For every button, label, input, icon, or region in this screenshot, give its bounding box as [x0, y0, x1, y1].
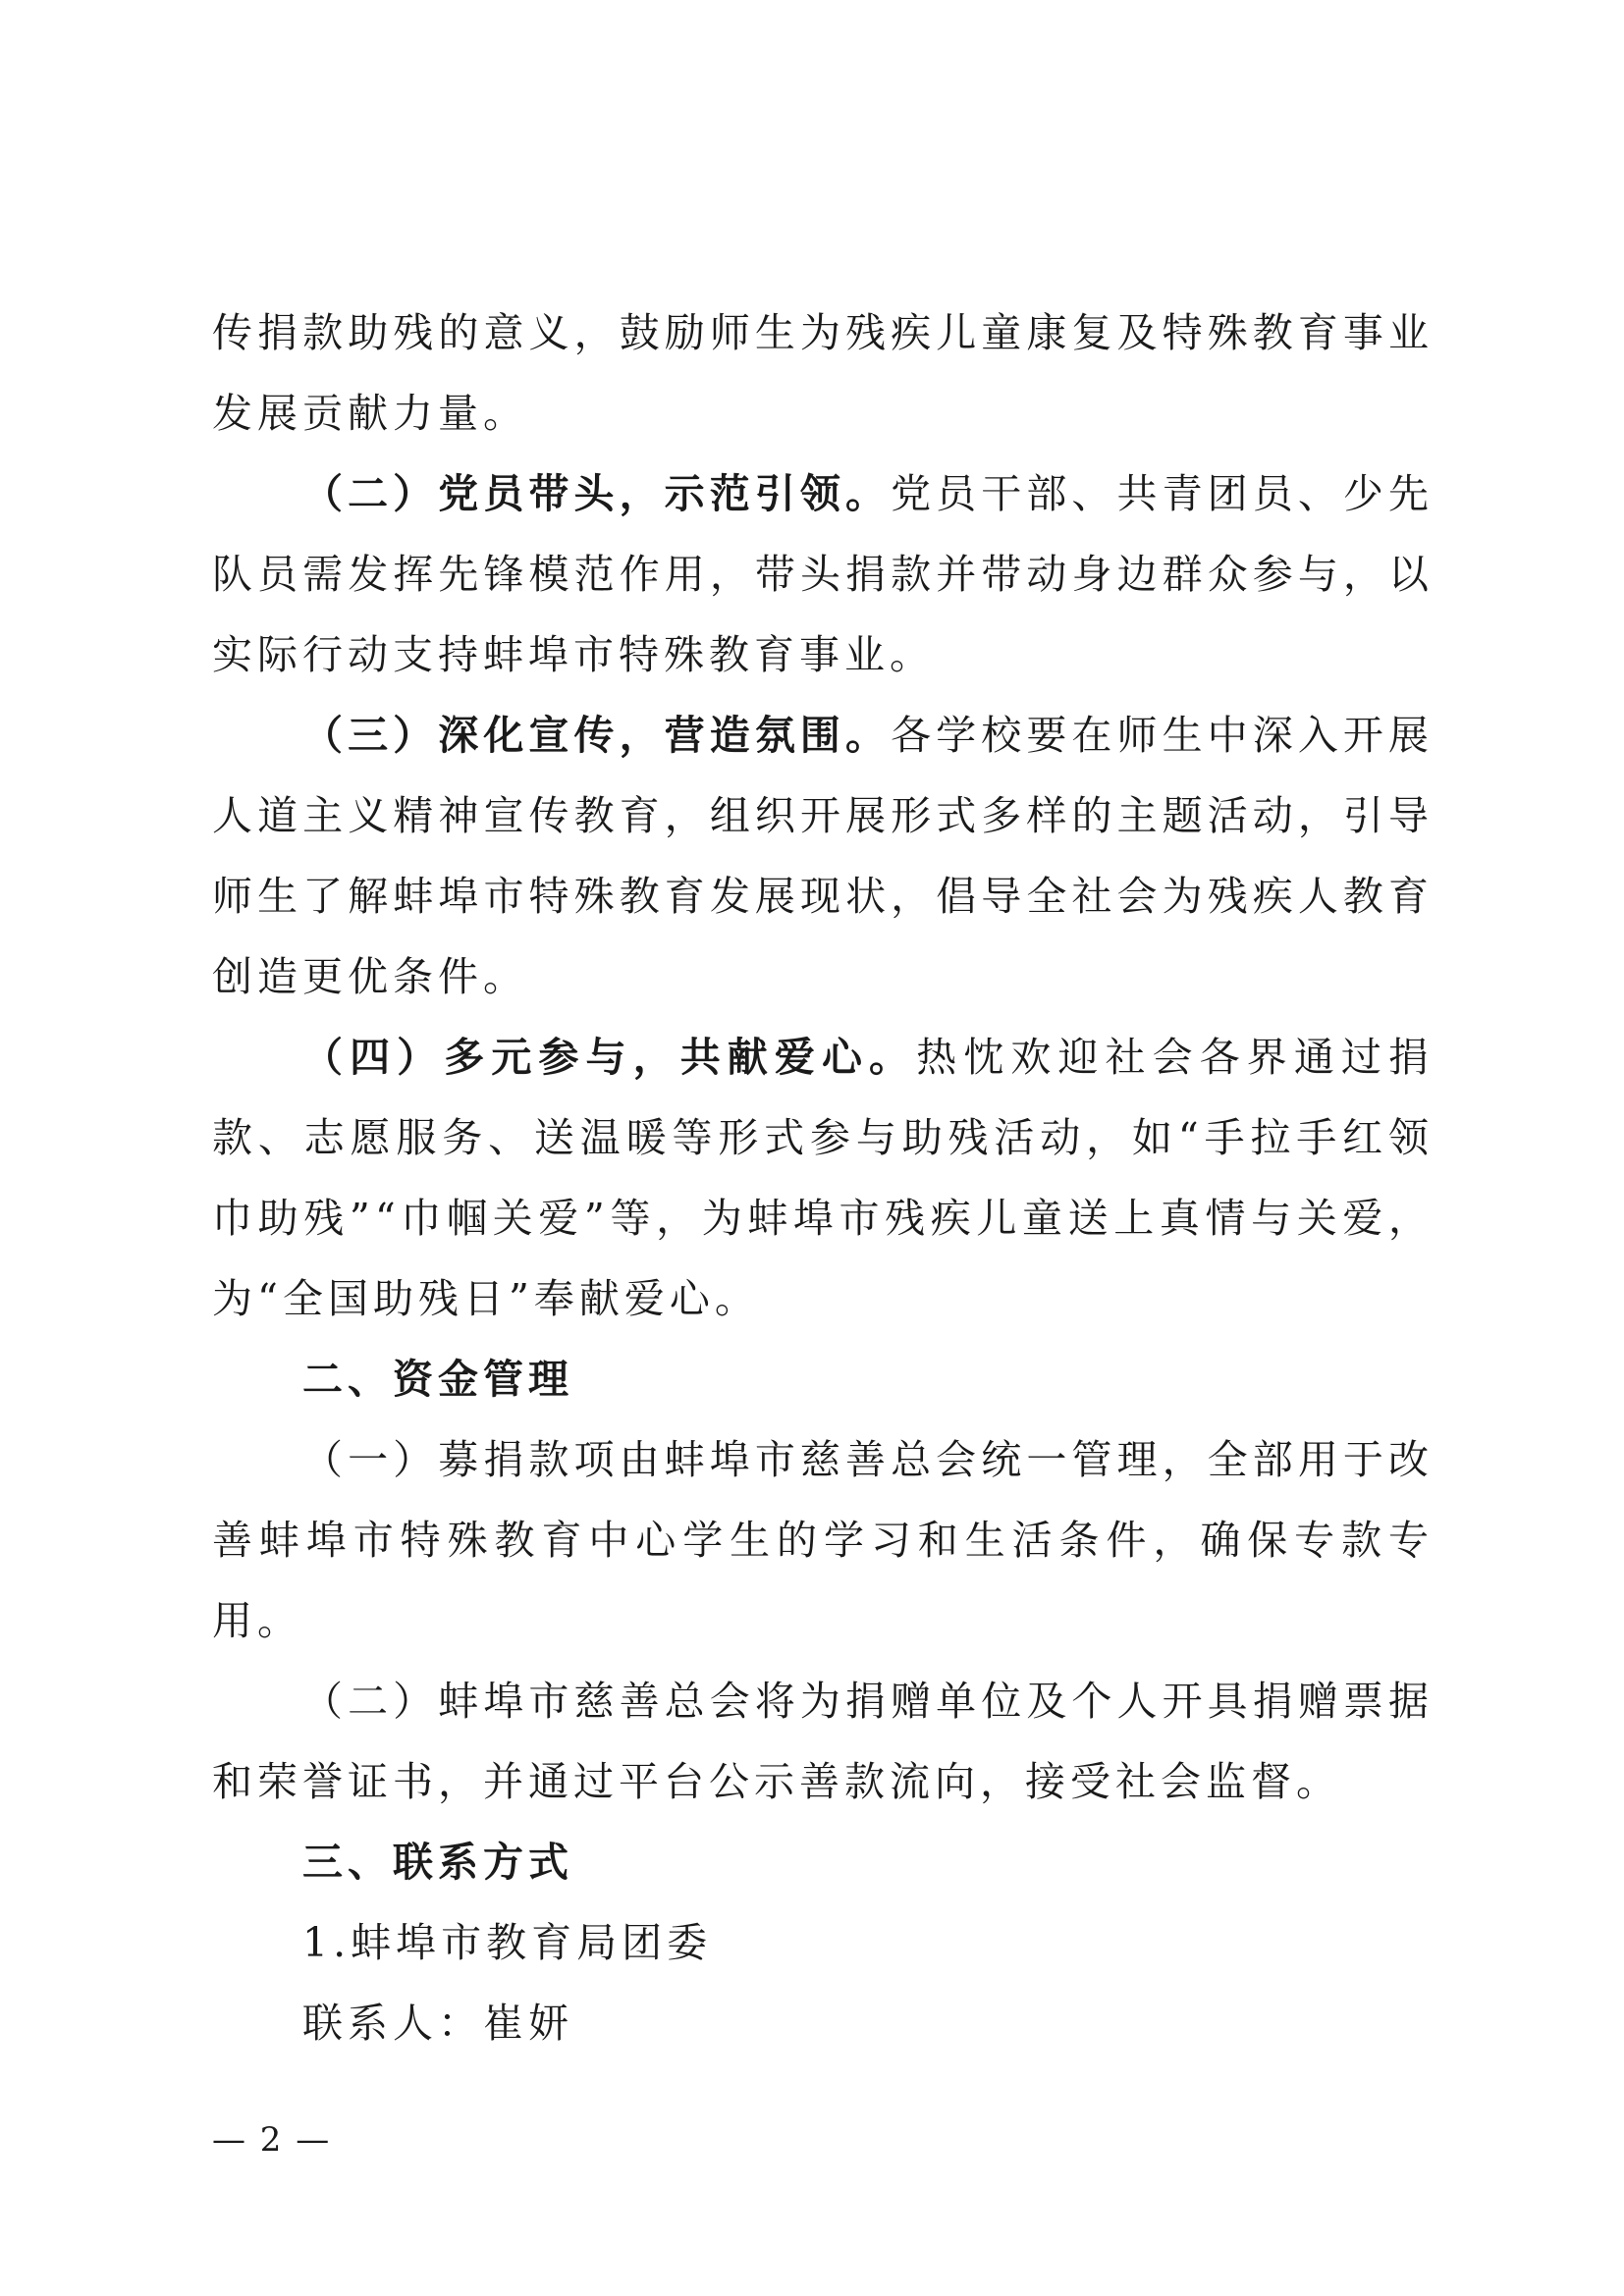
funds-item-1: （一）募捐款项由蚌埠市慈善总会统一管理，全部用于改善蚌埠市特殊教育中心学生的学习和生活条件，确保专款专用。 — [212, 1436, 1434, 1644]
paragraph-text: 热忱欢迎社会各界通过捐款、志愿服务、送温暖等形式参与助残活动，如“手拉手红领巾助残”“巾帼关爱”等，为蚌埠市残疾儿童送上真情与关爱，为“全国助残日”奉献爱心。 — [212, 1034, 1435, 1322]
paragraph-text: 各学校要在师生中深入开展人道主义精神宣传教育，组织开展形式多样的主题活动，引导师生了解蚌埠市特殊教育发展现状，倡导全社会为残疾人教育创造更优条件。 — [212, 712, 1435, 1000]
paragraph-lead: （四）多元参与，共献爱心。 — [302, 1034, 917, 1081]
paragraph-text: 党员干部、共青团员、少先队员需发挥先锋模范作用，带头捐款并带动身边群众参与，以实际行动支持蚌埠市特殊教育事业。 — [212, 470, 1435, 678]
paragraph-continuation — [212, 293, 1434, 454]
paragraph-party-members-lead — [212, 454, 1434, 695]
contact-org: 1.蚌埠市教育局团委 — [302, 1919, 713, 1966]
section-heading-contact: 三、联系方式 — [302, 1839, 573, 1886]
paragraph-lead: （三）深化宣传，营造氛围。 — [302, 712, 892, 759]
page-number: — 2 — — [212, 2120, 332, 2160]
paragraph-text: 传捐款助残的意义，鼓励师生为残疾儿童康复及特殊教育事业发展贡献力量。 — [212, 309, 1434, 437]
document-body — [212, 293, 1434, 2063]
paragraph-publicity — [212, 695, 1434, 1017]
contact-person: 联系人：崔妍 — [302, 2000, 573, 2047]
funds-item-2: （二）蚌埠市慈善总会将为捐赠单位及个人开具捐赠票据和荣誉证书，并通过平台公示善款流向，接受社会监督。 — [212, 1678, 1434, 1805]
paragraph-lead: （二）党员带头，示范引领。 — [302, 470, 892, 517]
paragraph-participation — [212, 1017, 1434, 1339]
section-heading-funds: 二、资金管理 — [302, 1356, 573, 1403]
